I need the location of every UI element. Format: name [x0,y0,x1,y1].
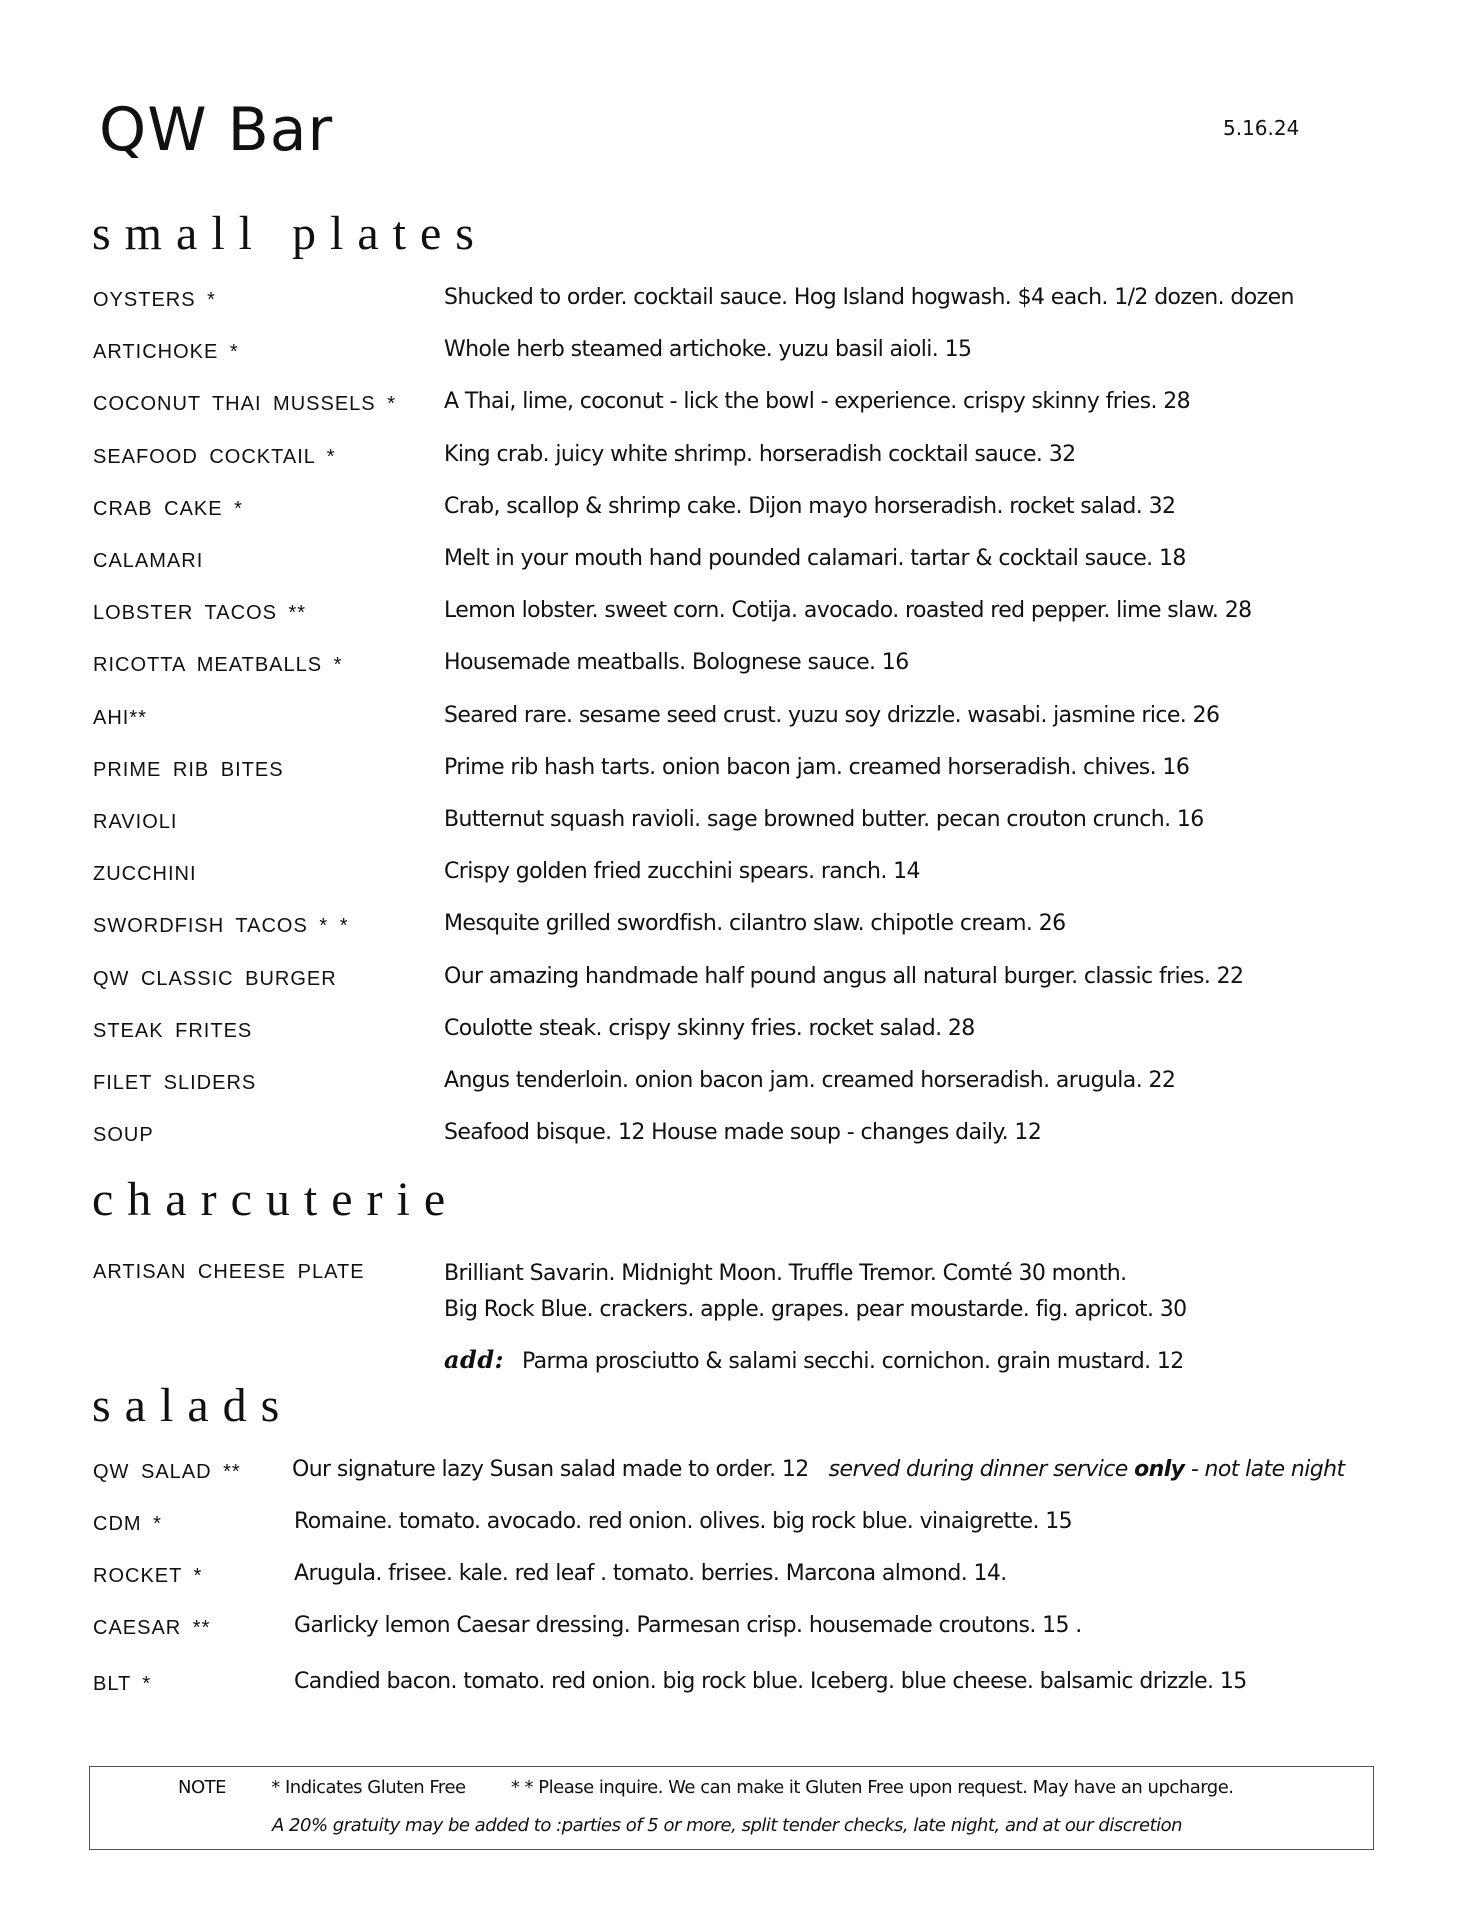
menu-date: 5.16.24 [1223,116,1300,140]
menu-item-name: SEAFOOD COCKTAIL * [93,445,336,468]
charcuterie-addon [444,1342,1184,1380]
menu-item-description-text: Coulotte steak. crispy skinny fries. rocket salad. 28 [444,1015,975,1041]
menu-item-description [294,1560,1007,1588]
menu-item-name: SOUP [93,1124,154,1147]
menu-item-description [444,963,1243,991]
menu-item [93,1059,1413,1099]
menu-item [93,537,1413,577]
menu-item-description-text: Butternut squash ravioli. sage browned butter. pecan crouton crunch. 16 [444,807,1204,832]
menu-item-name: CDM * [93,1513,162,1535]
menu-item [93,485,1413,525]
menu-item [93,380,1413,420]
menu-item-name: ARTISAN CHEESE PLATE [93,1261,365,1283]
menu-item [93,276,1413,316]
menu-item-name: AHI** [93,706,147,729]
menu-item [93,955,1413,995]
menu-item-name: CALAMARI [93,550,204,572]
note-gratuity: A 20% gratuity may be added to :parties of 5 or more, split tender checks, late night, and at our discretion [272,1815,1183,1836]
note-label: NOTE [178,1777,227,1798]
charcuterie-line-1: Brilliant Savarin. Midnight Moon. Truffle Tremor. Comté 30 month. [444,1261,1127,1286]
restaurant-title: QW Bar [99,95,334,165]
menu-item-name: CRAB CAKE * [93,497,243,520]
menu-item-description [444,702,1219,730]
menu-item [93,1552,1413,1592]
menu-item-description [292,1456,1345,1484]
menu-item-description-text: Candied bacon. tomato. red onion. big rock blue. Iceberg. blue cheese. balsamic drizzle. 15 [294,1669,1247,1694]
menu-item-description [294,1508,1072,1536]
menu-item-name: ARTICHOKE * [93,341,239,364]
menu-item-description-text: Romaine. tomato. avocado. red onion. olives. big rock blue. vinaigrette. 15 [294,1509,1073,1534]
menu-item-description [444,910,1066,938]
menu-item-description [444,1119,1041,1147]
menu-item [93,641,1413,681]
menu-item [93,433,1413,473]
menu-item [93,798,1413,838]
menu-item-description [444,754,1189,782]
menu-item-description [444,1015,975,1043]
menu-item [93,328,1413,368]
menu-item-name: ROCKET * [93,1565,203,1587]
menu-item-name: PRIME RIB BITES [93,758,284,781]
menu-item-description-text: Crab, scallop & shrimp cake. Dijon mayo horseradish. rocket salad. 32 [444,493,1176,519]
menu-item [93,589,1413,629]
menu-item-description-text: Garlicky lemon Caesar dressing. Parmesan crisp. housemade croutons. 15 . [294,1613,1082,1638]
charcuterie-description [444,1256,1187,1328]
menu-item-description [444,441,1076,469]
menu-item [93,1660,1413,1700]
menu-item [93,1111,1413,1151]
note-inquire: * * Please inquire. We can make it Gluten Free upon request. May have an upcharge. [510,1777,1234,1798]
menu-item-name: RAVIOLI [93,811,178,833]
add-label: add: [444,1345,504,1374]
menu-item-description-text: Melt in your mouth hand pounded calamari. tartar & cocktail sauce. 18 [444,546,1186,571]
menu-item [93,746,1413,786]
menu-item-name: ZUCCHINI [93,863,197,886]
menu-item-description [444,806,1204,834]
menu-item-description-text: A Thai, lime, coconut - lick the bowl - experience. crispy skinny fries. 28 [444,389,1191,415]
menu-item-name: BLT * [93,1673,152,1695]
menu-item-name: FILET SLIDERS [93,1072,257,1094]
section-heading-salads: salads [92,1379,294,1432]
menu-item-description-text: Prime rib hash tarts. onion bacon jam. creamed horseradish. chives. 16 [444,754,1190,780]
dinner-note-post: - not late night [1184,1457,1345,1482]
menu-item-description-text: Seared rare. sesame seed crust. yuzu soy drizzle. wasabi. jasmine rice. 26 [444,702,1220,728]
menu-item-description-text: Housemade meatballs. Bolognese sauce. 16 [444,650,909,676]
menu-item [93,1500,1413,1540]
note-gluten-free: * Indicates Gluten Free [271,1777,466,1798]
menu-item-description-text: Seafood bisque. 12 House made soup - changes daily. 12 [444,1120,1042,1146]
menu-item-description-text: Our signature lazy Susan salad made to order. 12 [292,1457,809,1482]
menu-item-description [444,545,1186,573]
menu-item [93,1604,1413,1644]
menu-item-description [444,388,1190,416]
menu-item-description [444,284,1294,312]
menu-item-name: OYSTERS * [93,289,216,311]
menu-item-description-text: King crab. juicy white shrimp. horseradish cocktail sauce. 32 [444,441,1076,467]
menu-item-description [444,597,1252,625]
menu-item-description-text: Arugula. frisee. kale. red leaf . tomato. berries. Marcona almond. 14. [294,1561,1007,1586]
charcuterie-line-2: Big Rock Blue. crackers. apple. grapes. pear moustarde. fig. apricot. 30 [444,1297,1187,1322]
menu-item-description [444,1067,1175,1095]
menu-item [93,694,1413,734]
menu-item-description-text: Shucked to order. cocktail sauce. Hog Island hogwash. $4 each. 1/2 dozen. dozen [444,285,1294,310]
menu-item-description [294,1668,1247,1696]
menu-item-description-text: Crispy golden fried zucchini spears. ranch. 14 [444,859,920,885]
menu-item-description-text: Mesquite grilled swordfish. cilantro slaw. chipotle cream. 26 [444,911,1066,937]
menu-item [93,1448,1413,1488]
menu-item-description-text: Lemon lobster. sweet corn. Cotija. avocado. roasted red pepper. lime slaw. 28 [444,598,1252,624]
dinner-note-pre: served during dinner service [828,1457,1128,1482]
menu-item-name: LOBSTER TACOS ** [93,602,307,625]
section-heading-charcuterie: charcuterie [92,1173,460,1226]
dinner-only-note [829,1457,1345,1482]
section-heading-small-plates: small plates [92,207,488,260]
note-line-1 [178,1775,1234,1801]
note-box [89,1766,1374,1850]
menu-item-name: COCONUT THAI MUSSELS * [93,393,396,416]
menu-item-description [444,649,909,677]
menu-item-name: QW SALAD ** [93,1461,241,1483]
menu-item-description-text: Whole herb steamed artichoke. yuzu basil aioli. 15 [444,337,972,363]
menu-item-name: RICOTTA MEATBALLS * [93,654,343,677]
menu-item [93,1007,1413,1047]
add-text: Parma prosciutto & salami secchi. cornichon. grain mustard. 12 [521,1349,1184,1374]
menu-item-name: SWORDFISH TACOS * * [93,915,349,938]
menu-item [93,850,1413,890]
dinner-note-emphasis: only [1134,1457,1185,1482]
menu-item-description-text: Angus tenderloin. onion bacon jam. creamed horseradish. arugula. 22 [444,1068,1176,1093]
menu-item-description [444,858,920,886]
menu-item-description [444,336,971,364]
menu-item-description [294,1612,1082,1640]
menu-item [93,902,1413,942]
menu-item-description-text: Our amazing handmade half pound angus all natural burger. classic fries. 22 [444,963,1244,989]
menu-item-name: CAESAR ** [93,1617,211,1639]
menu-item-name: QW CLASSIC BURGER [93,967,337,990]
menu-item-description [444,493,1175,521]
menu-item-name: STEAK FRITES [93,1019,253,1042]
